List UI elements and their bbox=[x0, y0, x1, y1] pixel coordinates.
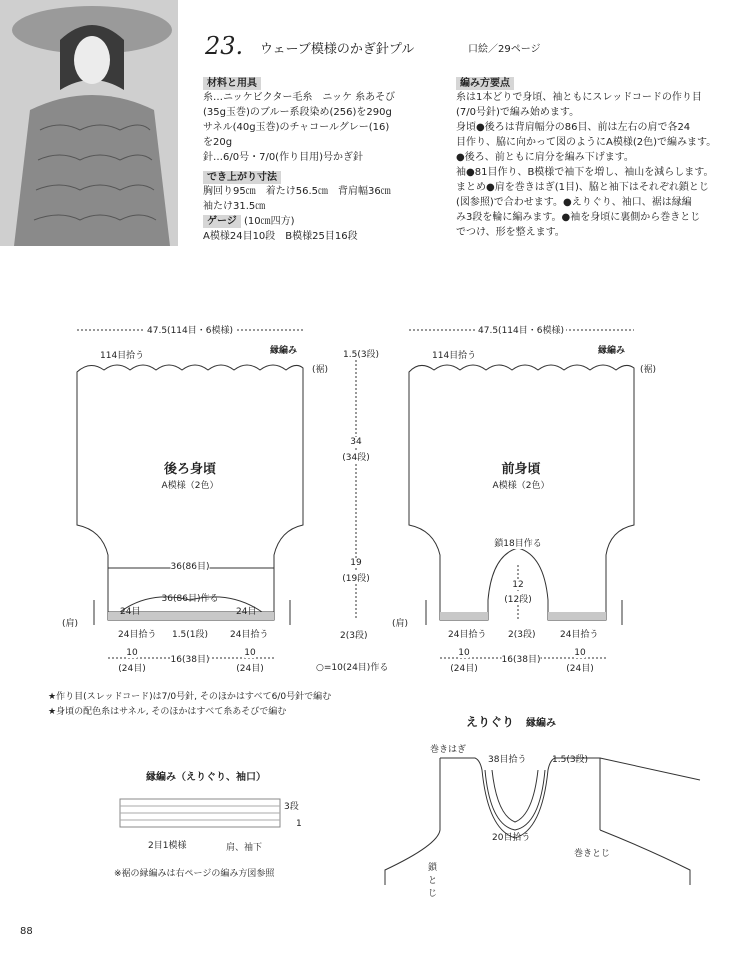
back-24-right: 24目 bbox=[236, 607, 257, 617]
back-w10-right-st: (24目) bbox=[236, 664, 264, 674]
pattern-number: 23. bbox=[205, 32, 244, 60]
hem-label: (裾) bbox=[312, 365, 329, 375]
neckline-sew: 巻きとじ bbox=[574, 849, 611, 859]
instruction-line: まとめ●肩を巻きはぎ(1目)、脇と袖下はそれぞれ鎖とじ bbox=[456, 182, 709, 193]
front-pattern: A模様（2色） bbox=[492, 481, 550, 491]
materials-line: (35g玉巻)のブルー系段染め(256)を290g bbox=[203, 107, 392, 118]
neckline-title-text: えりぐり bbox=[466, 715, 515, 729]
materials-line: サネル(40g玉巻)のチャコールグレー(16) bbox=[203, 122, 390, 133]
front-pick-114: 114目拾う bbox=[432, 351, 477, 361]
edging-seam: 肩、袖下 bbox=[226, 843, 263, 853]
back-pick-24-left: 24目拾う bbox=[118, 630, 157, 640]
front-w10-right-st: (24目) bbox=[566, 664, 594, 674]
front-pick-24-left: 24目拾う bbox=[448, 630, 487, 640]
edging-repeat: 2目1模様 bbox=[148, 841, 187, 851]
circle-note: ○=10(24目)作る bbox=[316, 663, 389, 673]
back-width-36: 36(86目) bbox=[171, 559, 210, 572]
instruction-line: 袖●81目作り、B模様で袖下を増し、袖山を減らします。 bbox=[456, 167, 714, 178]
shoulder-label: (肩) bbox=[62, 619, 79, 629]
note-2: ★身頃の配色糸はサネル, そのほかはすべて糸あそびで編む bbox=[48, 707, 287, 717]
neckline-rows: 1.5(3段) bbox=[552, 755, 589, 765]
front-w10-right: 10 bbox=[574, 648, 586, 658]
size-line: 胸回り95㎝ 着たけ56.5㎝ 背肩幅36㎝ bbox=[203, 186, 391, 197]
materials-heading: 材料と用具 bbox=[203, 77, 261, 90]
neckline-pick-38: 38目拾う bbox=[488, 755, 527, 765]
note-1: ★作り目(スレッドコード)は7/0号針, そのほかはすべて6/0号針で編む bbox=[48, 692, 332, 702]
instructions-heading: 編み方要点 bbox=[456, 77, 514, 90]
back-piece-outline bbox=[77, 365, 303, 620]
pattern-title: ウェーブ模様のかぎ針プル bbox=[260, 42, 415, 57]
front-dim-12: 12 bbox=[512, 580, 524, 590]
dim-1-5: 1.5(3段) bbox=[343, 350, 380, 360]
dim-19-rows: (19段) bbox=[342, 571, 369, 584]
instruction-line: 目作り、脇に向かって図のようにA模様(2色)で編みます。 bbox=[456, 137, 717, 148]
hem-label-front: (裾) bbox=[640, 365, 657, 375]
dim-34: 34 bbox=[350, 437, 362, 447]
instruction-line: (7/0号針)で編み始めます。 bbox=[456, 107, 580, 118]
front-w10-left: 10 bbox=[458, 648, 470, 658]
instruction-line: 身頃●後ろは背肩幅分の86目、前は左右の肩で各24 bbox=[456, 122, 691, 133]
front-dim-2: 2(3段) bbox=[508, 630, 536, 640]
front-w10-left-st: (24目) bbox=[450, 664, 478, 674]
edging-chart-title: 縁編み（えりぐり、袖口） bbox=[146, 772, 266, 783]
front-w16: 16(38目) bbox=[502, 652, 541, 665]
front-chain-18: 鎖18目作る bbox=[494, 536, 541, 549]
gauge-note: (10㎝四方) bbox=[244, 216, 295, 227]
neckline-chain: 鎖とじ bbox=[428, 863, 438, 899]
edging-row-1: 1 bbox=[296, 819, 302, 829]
gauge-line: A模様24目10段 B模様25目16段 bbox=[203, 231, 358, 242]
photo-reference: 口絵／29ページ bbox=[468, 44, 541, 55]
instruction-line: 糸は1本どりで身頃、袖ともにスレッドコードの作り目 bbox=[456, 92, 702, 103]
neckline-title bbox=[466, 713, 556, 730]
neckline-whip: 巻きはぎ bbox=[430, 745, 467, 755]
instruction-line: でつけ、形を整えます。 bbox=[456, 227, 565, 238]
front-top-width: 47.5(114目・6模様) bbox=[476, 323, 566, 336]
back-top-width: 47.5(114目・6模様) bbox=[145, 323, 235, 336]
instruction-line: み3段を輪に編みます。●袖を身頃に裏側から巻きとじ bbox=[456, 212, 701, 223]
edging-footnote: ※裾の縁編みは右ページの編み方図参照 bbox=[114, 869, 275, 879]
front-piece-title: 前身頃 bbox=[501, 462, 541, 477]
instruction-line: (図参照)で合わせます。●えりぐり、袖口、裾は縁編 bbox=[456, 197, 692, 208]
front-pick-24-right: 24目拾う bbox=[560, 630, 599, 640]
gauge-heading: ゲージ bbox=[203, 215, 241, 228]
dim-19: 19 bbox=[350, 558, 362, 568]
materials-line: 針…6/0号・7/0(作り目用)号かぎ針 bbox=[203, 152, 363, 163]
dim-34-rows: (34段) bbox=[342, 450, 369, 463]
edging-row-3: 3段 bbox=[284, 802, 299, 812]
back-w10-right: 10 bbox=[244, 648, 256, 658]
size-line: 袖たけ31.5㎝ bbox=[203, 201, 266, 212]
materials-line: を20g bbox=[203, 137, 233, 148]
shoulder-label-front: (肩) bbox=[392, 619, 409, 629]
back-24-left: 24目 bbox=[120, 607, 141, 617]
back-edging: 縁編み bbox=[270, 346, 298, 356]
back-1-5-row: 1.5(1段) bbox=[171, 630, 209, 640]
dim-2: 2(3段) bbox=[340, 631, 368, 641]
neckline-pick-20: 20目拾う bbox=[492, 833, 531, 843]
back-piece-title: 後ろ身頃 bbox=[163, 462, 217, 477]
back-pattern: A模様（2色） bbox=[161, 481, 219, 491]
front-dim-12-rows: (12段) bbox=[504, 592, 531, 605]
front-edging: 縁編み bbox=[598, 346, 626, 356]
back-pick-24-right: 24目拾う bbox=[230, 630, 269, 640]
neckline-subtitle: 縁編み bbox=[526, 718, 557, 729]
instruction-line: ●後ろ、前ともに肩分を編み下げます。 bbox=[456, 152, 634, 163]
back-width-36-make: 36(86目)作る bbox=[161, 594, 219, 604]
back-w16: 16(38目) bbox=[171, 652, 210, 665]
back-w10-left-st: (24目) bbox=[118, 664, 146, 674]
back-pick-114: 114目拾う bbox=[100, 351, 145, 361]
size-heading: でき上がり寸法 bbox=[203, 171, 281, 184]
back-w10-left: 10 bbox=[126, 648, 138, 658]
materials-line: 糸…ニッケビクター毛糸 ニッケ 糸あそび bbox=[203, 92, 396, 103]
page-number: 88 bbox=[20, 926, 33, 937]
